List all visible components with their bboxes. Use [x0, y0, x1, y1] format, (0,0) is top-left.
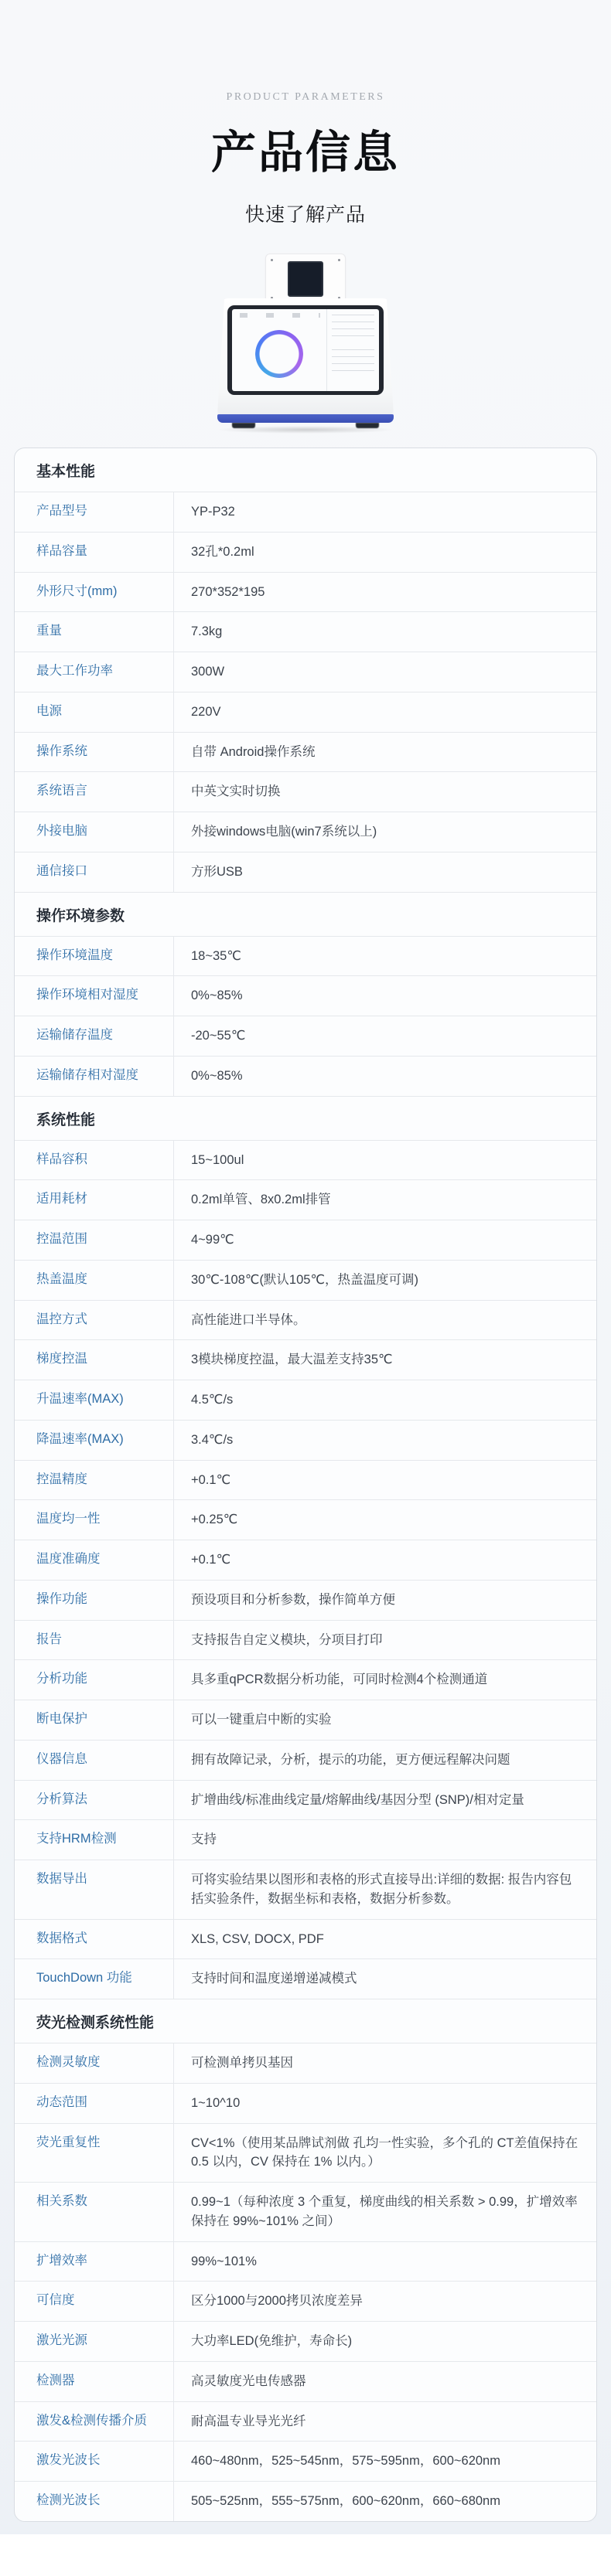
spec-label: 检测光波长 — [15, 2482, 174, 2521]
spec-row — [15, 1540, 596, 1580]
spec-row — [15, 1819, 596, 1860]
spec-label: 样品容量 — [15, 533, 174, 572]
spec-value: 大功率LED(免维护，寿命长) — [191, 2334, 353, 2348]
spec-value: 0.2ml单管、8x0.2ml排管 — [191, 1193, 331, 1207]
spec-row — [15, 1659, 596, 1700]
spec-row — [15, 936, 596, 976]
spec-row — [15, 1420, 596, 1460]
page-title: 产品信息 — [210, 128, 400, 178]
spec-label: 降温速率(MAX) — [15, 1421, 174, 1460]
spec-value: 220V — [191, 704, 221, 719]
spec-label: 动态范围 — [15, 2084, 174, 2123]
spec-row — [15, 852, 596, 892]
spec-value: XLS, CSV, DOCX, PDF — [191, 1931, 324, 1946]
spec-value: 270*352*195 — [191, 584, 265, 599]
spec-row — [15, 1958, 596, 1999]
spec-row — [15, 1260, 596, 1300]
device-touchscreen — [227, 305, 384, 395]
spec-row — [15, 975, 596, 1016]
spec-row — [15, 532, 596, 572]
spec-row — [15, 1740, 596, 1780]
spec-row — [15, 1300, 596, 1340]
spec-value: +0.1℃ — [191, 1472, 231, 1487]
screen-main-panel — [232, 309, 326, 391]
spec-row — [15, 1179, 596, 1220]
spec-row — [15, 2321, 596, 2361]
spec-value: 支持时间和温度递增递减模式 — [191, 1972, 357, 1986]
spec-label: 重量 — [15, 612, 174, 652]
spec-label: 操作系统 — [15, 733, 174, 772]
device-base-strip — [217, 414, 394, 423]
spec-row — [15, 1460, 596, 1500]
spec-section-title: 操作环境参数 — [15, 892, 596, 936]
spec-label: 温度均一性 — [15, 1500, 174, 1540]
spec-value: 方形USB — [191, 864, 243, 879]
screw-dot — [338, 259, 340, 261]
spec-value: CV<1%（使用某品牌试剂做 孔均一性实验，多个孔的 CT差值保持在 0.5 以内，CV 保持在 1% 以内。） — [191, 2135, 579, 2169]
spec-section-title: 系统性能 — [15, 1096, 596, 1140]
spec-label: 操作环境相对湿度 — [15, 976, 174, 1016]
spec-row — [15, 1860, 596, 1919]
spec-label: 控温精度 — [15, 1461, 174, 1500]
spec-value: +0.25℃ — [191, 1513, 238, 1527]
spec-row — [15, 2481, 596, 2521]
page-subtitle: 快速了解产品 — [244, 204, 366, 226]
spec-row — [15, 1620, 596, 1660]
spec-label: 相关系数 — [15, 2183, 174, 2241]
spec-row — [15, 1016, 596, 1056]
spec-table — [14, 447, 597, 2522]
spec-value: 3模块梯度控温，最大温差支持35℃ — [191, 1353, 393, 1367]
spec-row — [15, 1700, 596, 1740]
spec-value: 3.4℃/s — [191, 1432, 234, 1447]
spec-row — [15, 1780, 596, 1820]
spec-label: 运输储存温度 — [15, 1016, 174, 1056]
spec-row — [15, 2441, 596, 2481]
screw-dot — [271, 259, 273, 261]
spec-value: 支持 — [191, 1832, 217, 1847]
spec-row — [15, 572, 596, 612]
spec-value: 可检测单拷贝基因 — [191, 2056, 293, 2070]
device-lid — [265, 254, 346, 305]
spec-label: 适用耗材 — [15, 1180, 174, 1220]
spec-row — [15, 1339, 596, 1380]
spec-label: 分析功能 — [15, 1660, 174, 1700]
spec-label: 升温速率(MAX) — [15, 1380, 174, 1420]
spec-row — [15, 2123, 596, 2183]
spec-label: 样品容积 — [15, 1141, 174, 1180]
screen-list-lines — [332, 315, 374, 342]
screen-list-lines — [332, 349, 374, 376]
spec-label: 可信度 — [15, 2282, 174, 2321]
spec-row — [15, 2182, 596, 2241]
spec-value: 可以一键重启中断的实验 — [191, 1713, 332, 1727]
spec-label: 热盖温度 — [15, 1261, 174, 1300]
spec-value: 32孔*0.2ml — [191, 544, 254, 559]
screen-tab-bar — [240, 313, 320, 318]
spec-label: 荧光重复性 — [15, 2124, 174, 2183]
device-lid-screen — [288, 261, 323, 297]
spec-label: 最大工作功率 — [15, 652, 174, 692]
spec-row — [15, 771, 596, 812]
spec-row — [15, 1380, 596, 1420]
spec-value: 0.99~1（每种浓度 3 个重复，梯度曲线的相关系数 > 0.99，扩增效率保持在 99%~101% 之间） — [191, 2195, 578, 2228]
spec-label: 仪器信息 — [15, 1741, 174, 1780]
spec-value: 中英文实时切换 — [191, 784, 281, 799]
spec-label: 激发&检测传播介质 — [15, 2402, 174, 2442]
spec-row — [15, 812, 596, 852]
spec-label: 运输储存相对湿度 — [15, 1057, 174, 1096]
spec-label: 报告 — [15, 1621, 174, 1660]
spec-value: 1~10^10 — [191, 2095, 241, 2110]
spec-row — [15, 2281, 596, 2321]
spec-row — [15, 2401, 596, 2442]
spec-label: 检测灵敏度 — [15, 2043, 174, 2083]
progress-ring — [255, 330, 303, 378]
spec-value: 99%~101% — [191, 2254, 257, 2268]
spec-row — [15, 1580, 596, 1620]
spec-value: 4.5℃/s — [191, 1393, 234, 1407]
spec-label: 系统语言 — [15, 772, 174, 812]
device-screen-ui — [232, 309, 379, 391]
spec-value: 18~35℃ — [191, 948, 241, 963]
spec-row — [15, 732, 596, 772]
section-eyebrow: PRODUCT PARAMETERS — [226, 91, 385, 103]
spec-value: 高灵敏度光电传感器 — [191, 2374, 306, 2388]
spec-value: 扩增曲线/标准曲线定量/熔解曲线/基因分型 (SNP)/相对定量 — [191, 1792, 524, 1807]
spec-value: 7.3kg — [191, 624, 223, 639]
spec-row — [15, 1140, 596, 1180]
spec-value: 区分1000与2000拷贝浓度差异 — [191, 2294, 363, 2309]
spec-value: 具多重qPCR数据分析功能，可同时检测4个检测通道 — [191, 1673, 488, 1687]
spec-value: 15~100ul — [191, 1152, 244, 1167]
spec-label: 通信接口 — [15, 852, 174, 892]
spec-label: 温控方式 — [15, 1301, 174, 1340]
bottom-spacer — [0, 2534, 611, 2576]
spec-label: TouchDown 功能 — [15, 1959, 174, 1999]
spec-value: 高性能进口半导体。 — [191, 1312, 306, 1327]
spec-label: 操作环境温度 — [15, 937, 174, 976]
spec-row — [15, 1499, 596, 1540]
spec-value: 4~99℃ — [191, 1233, 234, 1247]
spec-value: 可将实验结果以图形和表格的形式直接导出:详细的数据: 报告内容包括实验条件，数据坐标和表格，数据分析参数。 — [191, 1873, 572, 1906]
spec-label: 断电保护 — [15, 1700, 174, 1740]
spec-label: 检测器 — [15, 2362, 174, 2401]
spec-label: 激光光源 — [15, 2322, 174, 2361]
spec-value: +0.1℃ — [191, 1553, 231, 1567]
spec-label: 数据导出 — [15, 1860, 174, 1919]
spec-label: 外形尺寸(mm) — [15, 573, 174, 612]
spec-row — [15, 1220, 596, 1260]
spec-row — [15, 1919, 596, 1959]
spec-row — [15, 2361, 596, 2401]
product-image — [205, 254, 406, 434]
spec-value: 外接windows电脑(win7系统以上) — [191, 825, 377, 839]
spec-label: 支持HRM检测 — [15, 1820, 174, 1860]
spec-value: YP-P32 — [191, 505, 235, 519]
spec-label: 操作功能 — [15, 1581, 174, 1620]
spec-row — [15, 492, 596, 532]
spec-section-title: 基本性能 — [36, 464, 96, 480]
spec-label: 温度准确度 — [15, 1540, 174, 1580]
spec-value: 30℃-108℃(默认105℃，热盖温度可调) — [191, 1272, 418, 1287]
spec-label: 扩增效率 — [15, 2242, 174, 2282]
device-body — [217, 298, 394, 416]
spec-value: 505~525nm，555~575nm，600~620nm，660~680nm — [191, 2494, 500, 2508]
spec-value: 0%~85% — [191, 989, 243, 1003]
spec-label: 激发光波长 — [15, 2442, 174, 2481]
spec-label: 控温范围 — [15, 1220, 174, 1260]
spec-row — [15, 1056, 596, 1096]
spec-value: 耐高温专业导光光纤 — [191, 2414, 306, 2428]
spec-label: 分析算法 — [15, 1781, 174, 1820]
spec-row — [15, 652, 596, 692]
device-feet — [223, 423, 388, 429]
spec-value: 0%~85% — [191, 1068, 243, 1083]
spec-row — [15, 692, 596, 732]
spec-row — [15, 2083, 596, 2123]
spec-value: 300W — [191, 665, 225, 679]
spec-row — [15, 2043, 596, 2083]
spec-value: 支持报告自定义模块，分项目打印 — [191, 1632, 383, 1647]
spec-value: 预设项目和分析参数，操作简单方便 — [191, 1592, 395, 1607]
spec-value: 拥有故障记录，分析，提示的功能，更方便远程解决问题 — [191, 1752, 510, 1767]
spec-label: 电源 — [15, 692, 174, 732]
spec-row — [15, 2241, 596, 2282]
screen-side-panel — [326, 309, 379, 391]
spec-value: -20~55℃ — [191, 1029, 246, 1043]
spec-label: 产品型号 — [15, 492, 174, 532]
spec-label: 外接电脑 — [15, 812, 174, 852]
spec-section-title: 荧光检测系统性能 — [15, 1999, 596, 2043]
spec-label: 梯度控温 — [15, 1340, 174, 1380]
spec-value: 自带 Android操作系统 — [191, 744, 316, 759]
spec-value: 460~480nm，525~545nm，575~595nm，600~620nm — [191, 2454, 500, 2469]
spec-label: 数据格式 — [15, 1920, 174, 1959]
spec-row — [15, 611, 596, 652]
